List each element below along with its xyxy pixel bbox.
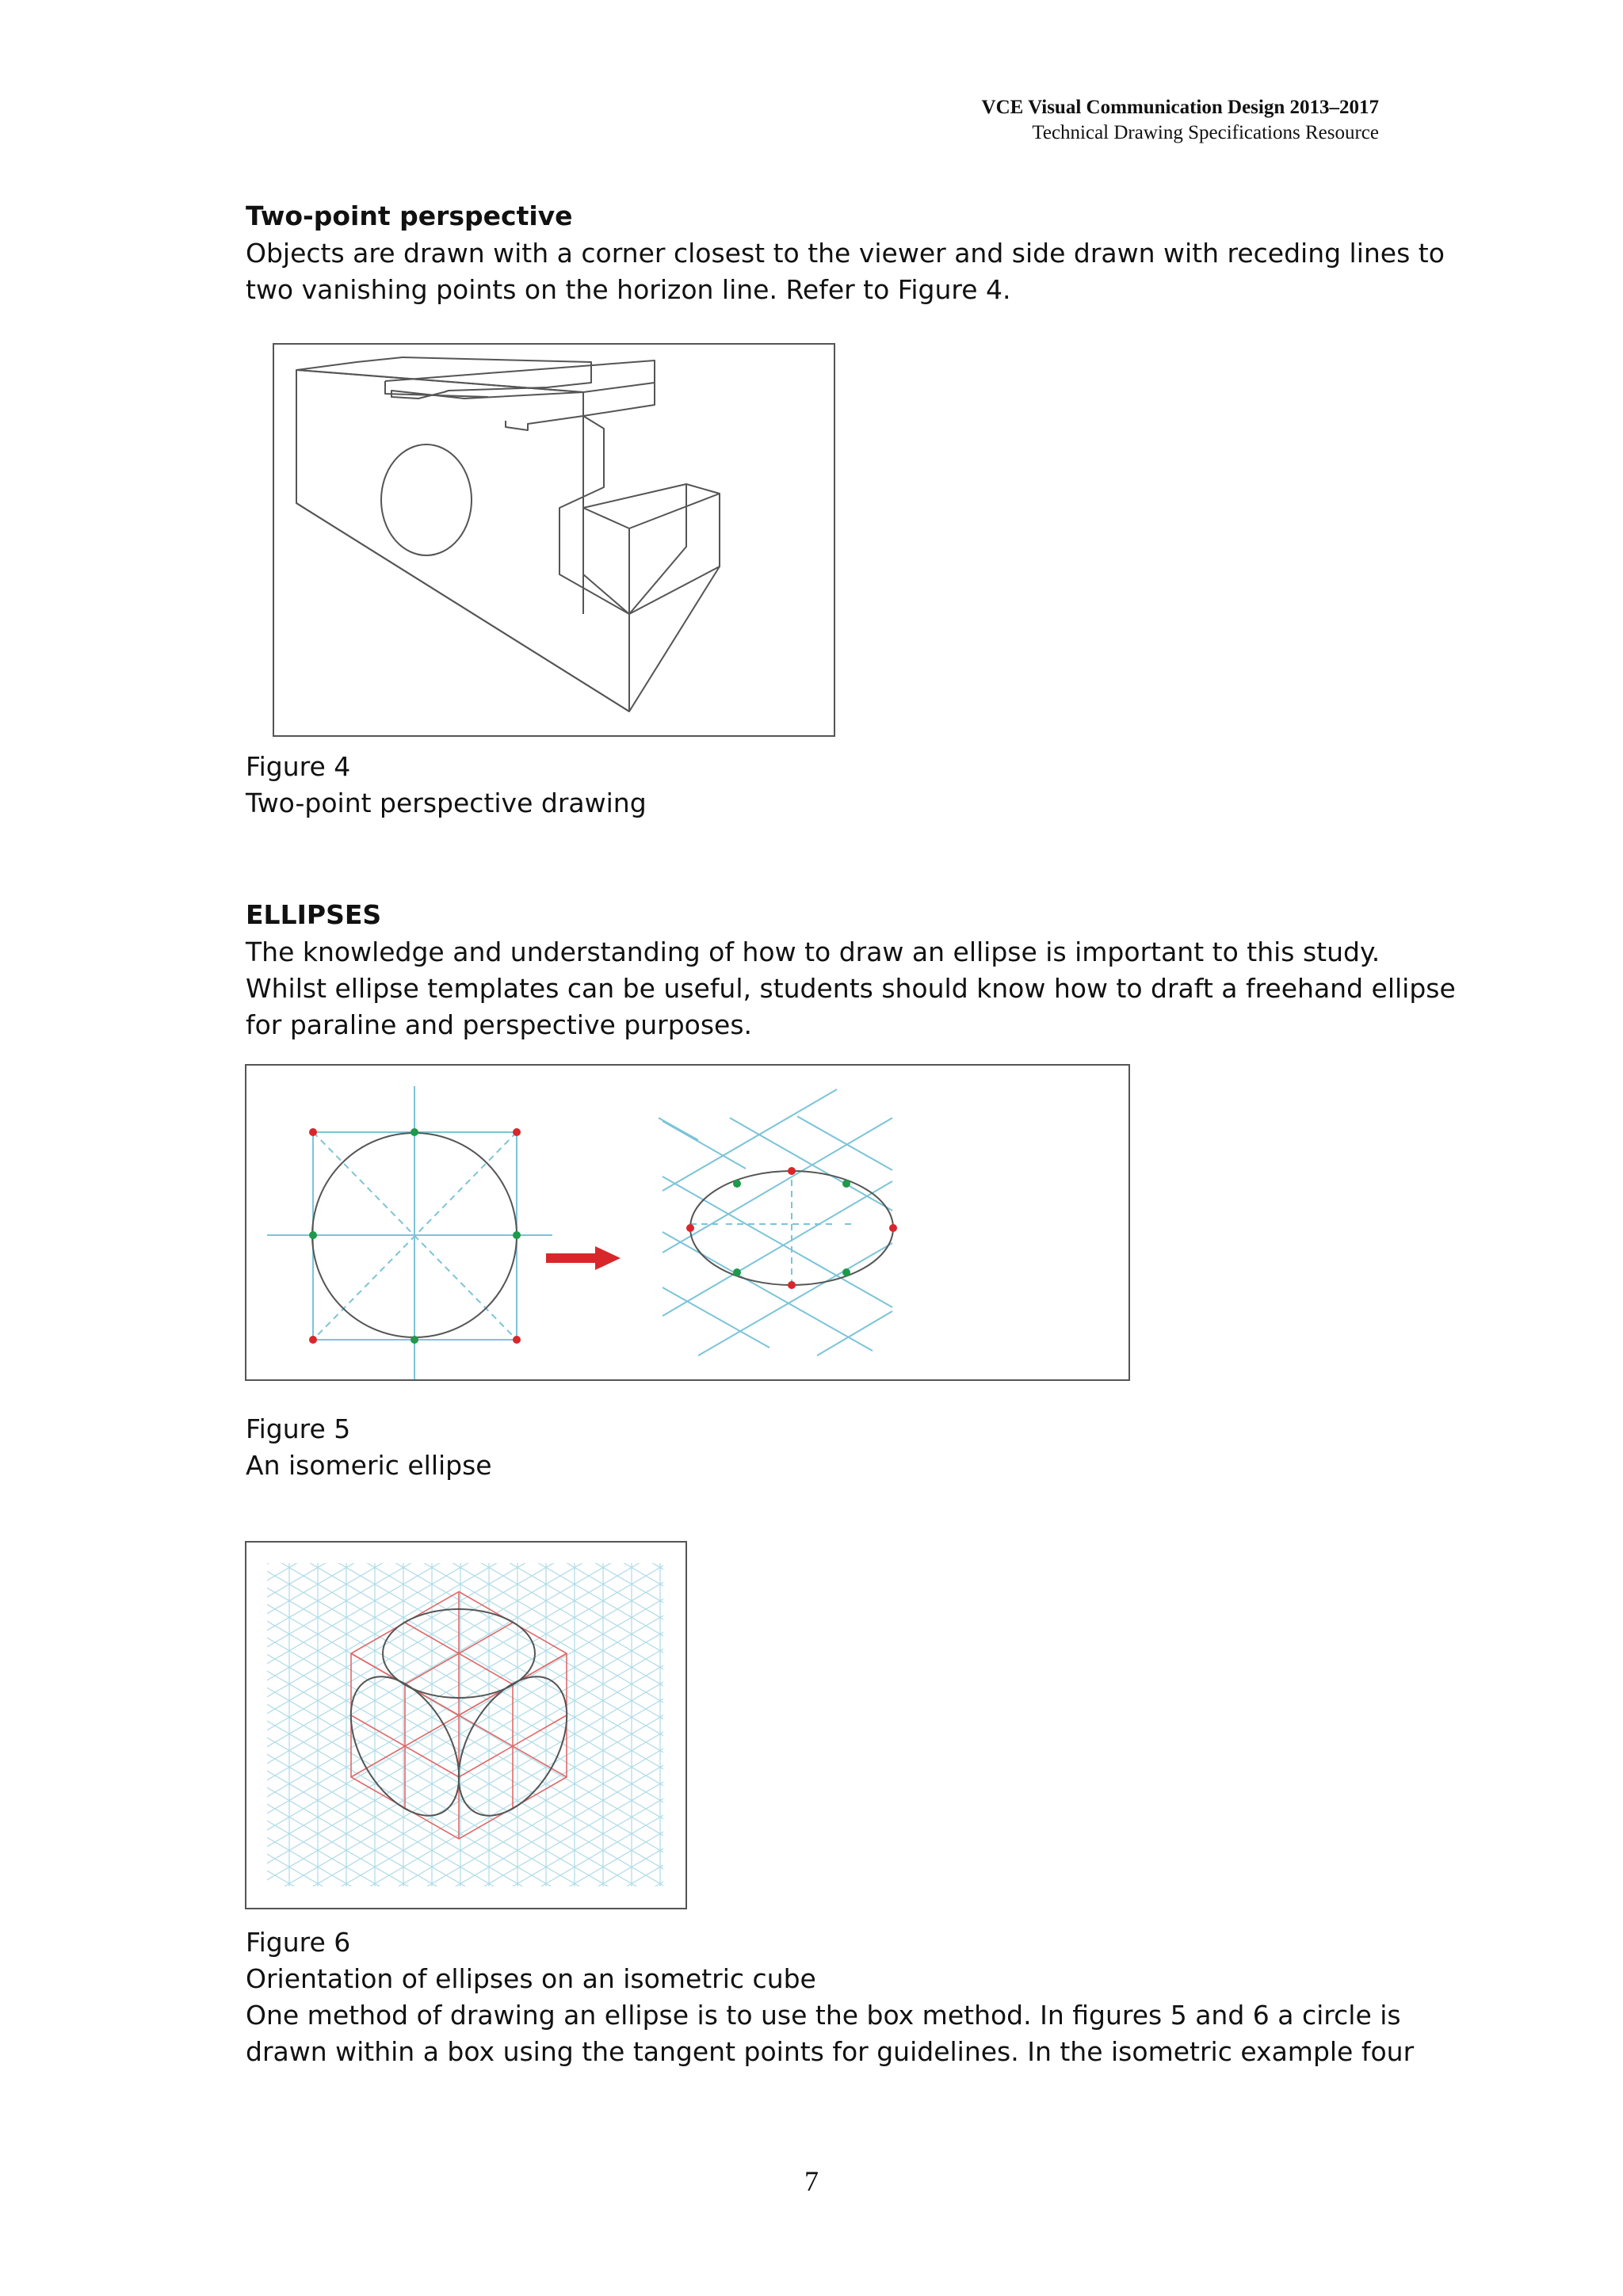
section-heading-ellipses: ELLIPSES	[246, 899, 382, 930]
circle-hole-icon	[381, 444, 472, 555]
paragraph-line: drawn within a box using the tangent points for guidelines. In the isometric example four	[246, 2036, 1415, 2067]
figure-5-image	[245, 1064, 1130, 1381]
figure-5-caption: An isomeric ellipse	[246, 1450, 492, 1481]
figure-4-caption: Two-point perspective drawing	[246, 788, 647, 818]
isometric-cube-ellipses-diagram	[246, 1543, 685, 1908]
figure-6-label: Figure 6	[246, 1927, 351, 1958]
section-heading-two-point-perspective: Two-point perspective	[246, 200, 573, 231]
header-subtitle: Technical Drawing Specifications Resource	[1032, 122, 1379, 143]
figure-4-image	[273, 343, 835, 737]
figure-5-label: Figure 5	[246, 1413, 351, 1444]
isometric-ellipse-diagram	[246, 1066, 1128, 1379]
figure-6-image	[245, 1541, 687, 1909]
paragraph-line: Objects are drawn with a corner closest to the viewer and side drawn with receding lines to	[246, 238, 1445, 269]
paragraph-line: The knowledge and understanding of how to draw an ellipse is important to this study.	[246, 936, 1381, 967]
header-title: VCE Visual Communication Design 2013–2017	[981, 97, 1379, 118]
paragraph-line: for paraline and perspective purposes.	[246, 1009, 753, 1040]
figure-4-label: Figure 4	[246, 751, 351, 782]
arrow-right-icon	[546, 1246, 621, 1270]
paragraph-line: two vanishing points on the horizon line. Refer to Figure 4.	[246, 274, 1011, 305]
figure-6-caption: Orientation of ellipses on an isometric cube	[246, 1963, 816, 1994]
two-point-perspective-drawing	[274, 345, 834, 735]
paragraph-line: Whilst ellipse templates can be useful, students should know how to draft a freehand ellipse	[246, 973, 1456, 1004]
paragraph-line: One method of drawing an ellipse is to use the box method. In figures 5 and 6 a circle is	[246, 2000, 1401, 2031]
page-number: 7	[804, 2165, 819, 2197]
